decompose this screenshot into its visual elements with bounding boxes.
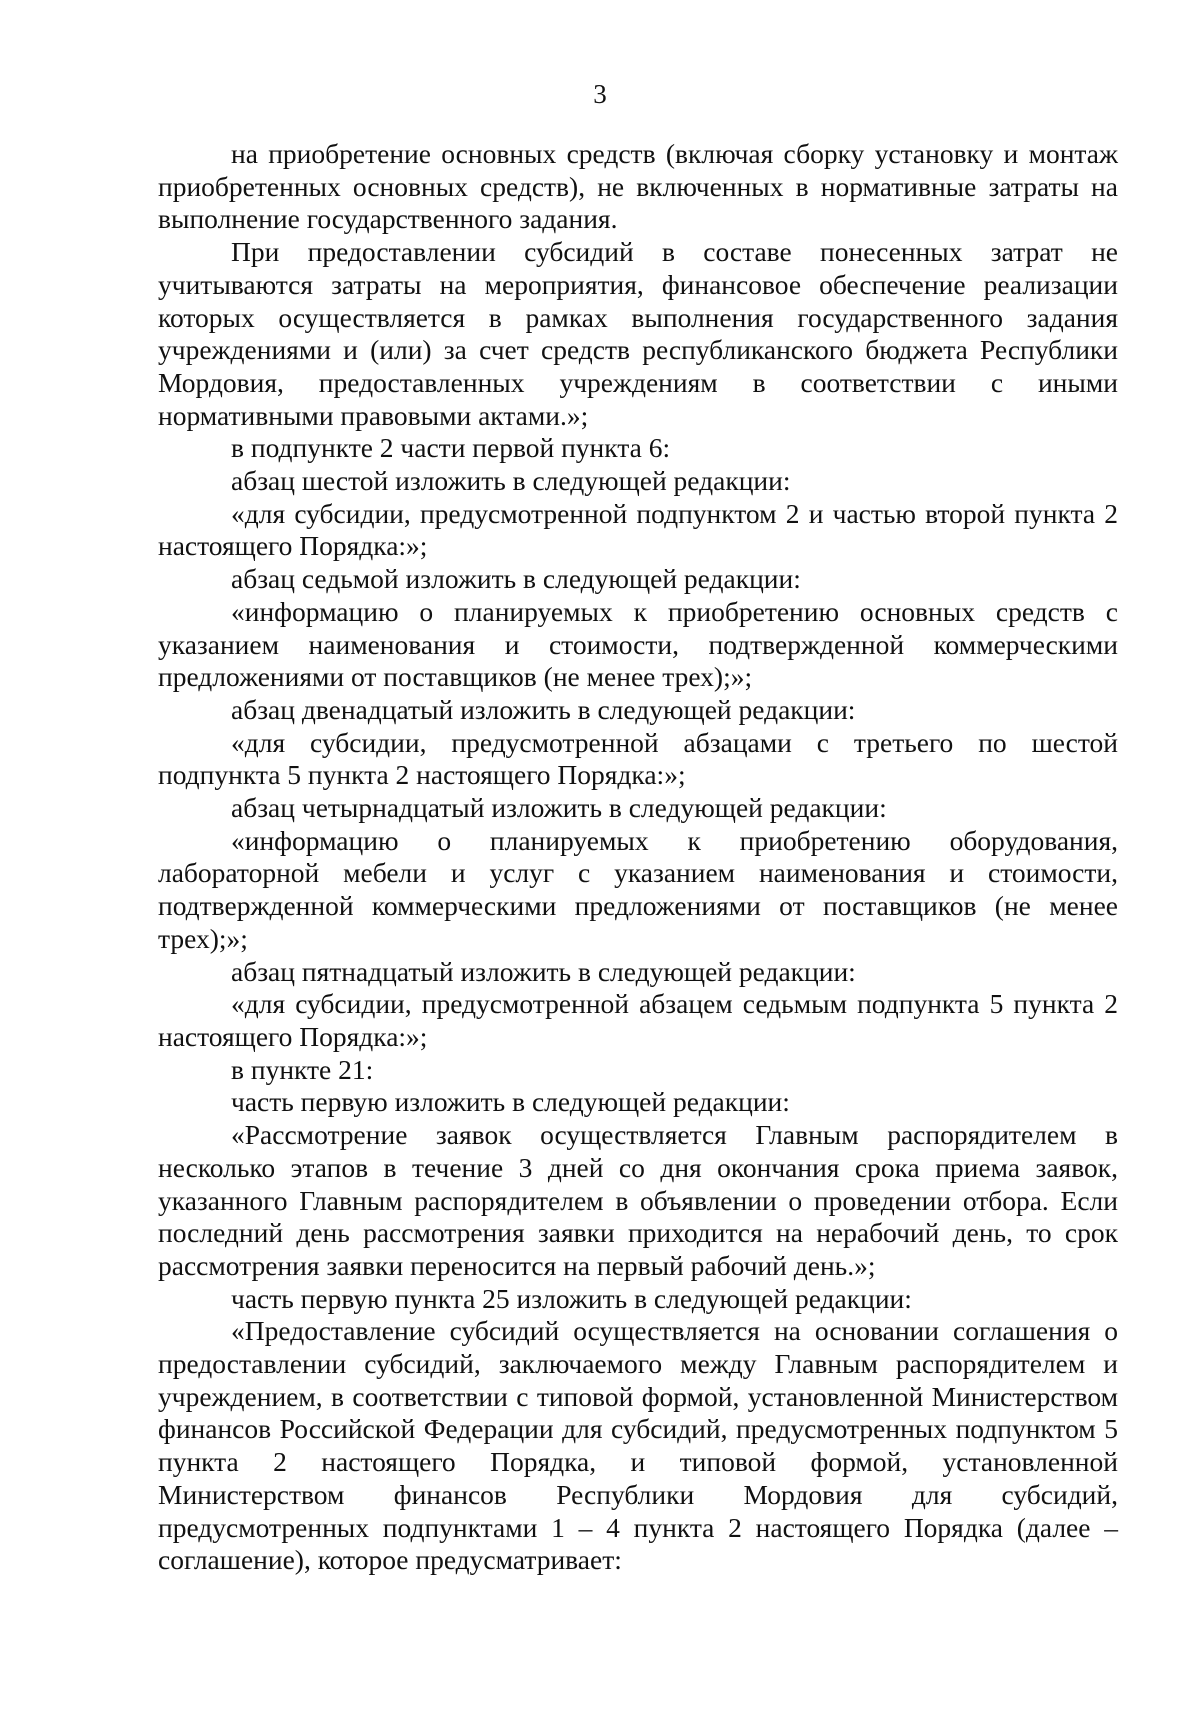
paragraph: «информацию о планируемых к приобретению основных средств с указанием наименования и стоимости, подтвержденной коммерческими предложениями от поставщиков (не менее трех);»; (158, 595, 1118, 693)
paragraph: абзац пятнадцатый изложить в следующей редакции: (231, 955, 856, 987)
paragraph: «Рассмотрение заявок осуществляется Главным распорядителем в несколько этапов в течение 3 дней со дня окончания срока приема заявок, указанного Главным распорядителем в объявлении о проведении отбора. Если последний день рассмотрения заявки приходится на нерабочий день, то срок рассмотрения заявки переносится на первый рабочий день.»; (158, 1119, 1118, 1281)
paragraph: «информацию о планируемых к приобретению оборудования, лабораторной мебели и услуг с указанием наименования и стоимости, подтвержденной коммерческими предложениями от поставщиков (не менее трех);»; (158, 824, 1118, 954)
paragraph: в подпункте 2 части первой пункта 6: (231, 432, 671, 464)
paragraph: абзац шестой изложить в следующей редакции: (231, 465, 791, 497)
paragraph: При предоставлении субсидий в составе понесенных затрат не учитываются затраты на мероприятия, финансовое обеспечение реализации которых осуществляется в рамках выполнения государственного задания учреждениями и (или) за счет средств республиканского бюджета Республики Мордовия, предоставленных учреждениям в соответствии с иными нормативными правовыми актами.»; (158, 236, 1118, 431)
paragraph: абзац четырнадцатый изложить в следующей редакции: (231, 792, 887, 824)
page-number: 3 (593, 79, 607, 109)
document-body (158, 138, 1118, 1577)
paragraph: «Предоставление субсидий осуществляется на основании соглашения о предоставлении субсидий, заключаемого между Главным распорядителем и учреждением, в соответствии с типовой формой, установленной Министерством финансов Российской Федерации для субсидий, предусмотренных подпунктом 5 пункта 2 настоящего Порядка, и типовой формой, установленной Министерством финансов Республики Мордовия для субсидий, предусмотренных подпунктами 1 – 4 пункта 2 настоящего Порядка (далее – соглашение), которое предусматривает: (158, 1315, 1118, 1576)
paragraph: абзац двенадцатый изложить в следующей редакции: (231, 693, 856, 725)
paragraph: абзац седьмой изложить в следующей редакции: (231, 563, 801, 595)
paragraph: «для субсидии, предусмотренной абзацем седьмым подпункта 5 пункта 2 настоящего Порядка:»; (158, 988, 1118, 1052)
paragraph: на приобретение основных средств (включая сборку установку и монтаж приобретенных основных средств), не включенных в нормативные затраты на выполнение государственного задания. (158, 138, 1118, 235)
paragraph: часть первую пункта 25 изложить в следующей редакции: (231, 1282, 912, 1314)
paragraph: в пункте 21: (231, 1053, 374, 1085)
paragraph: часть первую изложить в следующей редакции: (231, 1086, 790, 1118)
paragraph: «для субсидии, предусмотренной подпунктом 2 и частью второй пункта 2 настоящего Порядка:»; (158, 497, 1118, 562)
paragraph: «для субсидии, предусмотренной абзацами с третьего по шестой подпункта 5 пункта 2 настоящего Порядка:»; (158, 726, 1118, 791)
